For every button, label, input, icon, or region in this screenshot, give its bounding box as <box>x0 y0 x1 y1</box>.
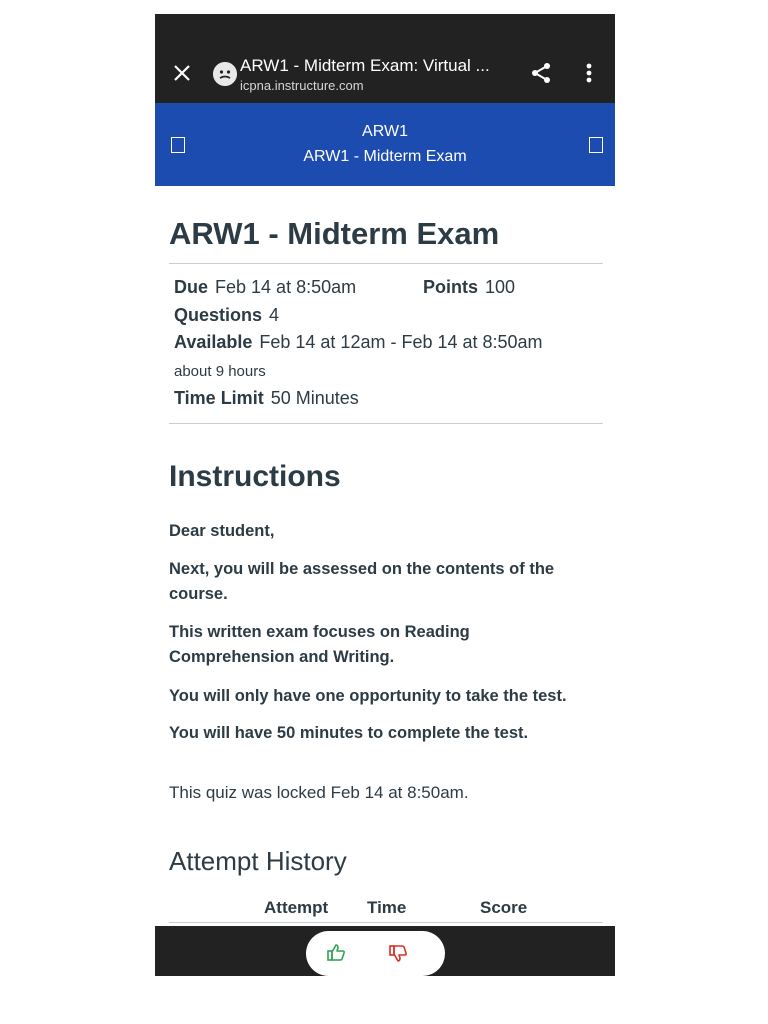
instruction-paragraph: Next, you will be assessed on the contents of the course. <box>169 560 555 603</box>
questions-row <box>174 305 279 326</box>
time-limit-value: 50 Minutes <box>270 388 359 408</box>
share-icon[interactable] <box>529 61 553 85</box>
table-divider <box>169 922 603 923</box>
close-icon[interactable] <box>171 62 193 84</box>
page-title[interactable]: ARW1 - Midterm Exam: Virtual ... <box>240 56 490 75</box>
available-duration: about 9 hours <box>174 363 266 380</box>
bottom-bar <box>155 926 615 976</box>
feedback-pill <box>306 931 445 976</box>
divider <box>169 423 603 424</box>
col-score-header: Score <box>480 898 528 917</box>
thumbs-down-icon[interactable] <box>388 943 408 963</box>
time-limit-label: Time Limit <box>174 388 264 408</box>
instruction-paragraph: This written exam focuses on Reading Comprehension and Writing. <box>169 623 470 666</box>
divider <box>169 263 603 264</box>
page-domain[interactable]: icpna.instructure.com <box>240 78 364 93</box>
col-time-header: Time <box>367 898 407 917</box>
available-value: Feb 14 at 12am - Feb 14 at 8:50am <box>259 332 543 352</box>
points-label: Points <box>423 277 479 297</box>
due-row <box>174 277 356 298</box>
more-vert-icon[interactable] <box>579 61 599 85</box>
header-page-name: ARW1 - Midterm Exam <box>303 148 467 165</box>
attempt-history-heading: Attempt History <box>169 846 347 876</box>
questions-value: 4 <box>269 305 280 325</box>
site-status-icon[interactable] <box>213 62 237 86</box>
due-value: Feb 14 at 8:50am <box>215 277 357 297</box>
instruction-paragraph: You will have 50 minutes to complete the test. <box>169 724 529 742</box>
available-row <box>174 332 543 353</box>
course-header <box>155 103 615 186</box>
time-limit-row <box>174 388 359 409</box>
due-label: Due <box>174 277 209 297</box>
thumbs-up-icon[interactable] <box>326 943 346 963</box>
instructions-heading: Instructions <box>169 460 341 493</box>
instruction-paragraph: You will only have one opportunity to take the test. <box>169 687 567 705</box>
phone-screen <box>155 14 615 976</box>
instruction-paragraph: Dear student, <box>169 522 275 540</box>
available-label: Available <box>174 332 253 352</box>
locked-note: This quiz was locked Feb 14 at 8:50am. <box>169 783 469 802</box>
points-value: 100 <box>485 277 516 297</box>
col-attempt-header: Attempt <box>264 898 329 917</box>
points-row <box>423 277 515 298</box>
options-icon[interactable] <box>589 137 603 153</box>
course-name: ARW1 <box>362 123 408 140</box>
questions-label: Questions <box>174 305 263 325</box>
quiz-title: ARW1 - Midterm Exam <box>169 216 500 251</box>
browser-toolbar <box>155 14 615 103</box>
